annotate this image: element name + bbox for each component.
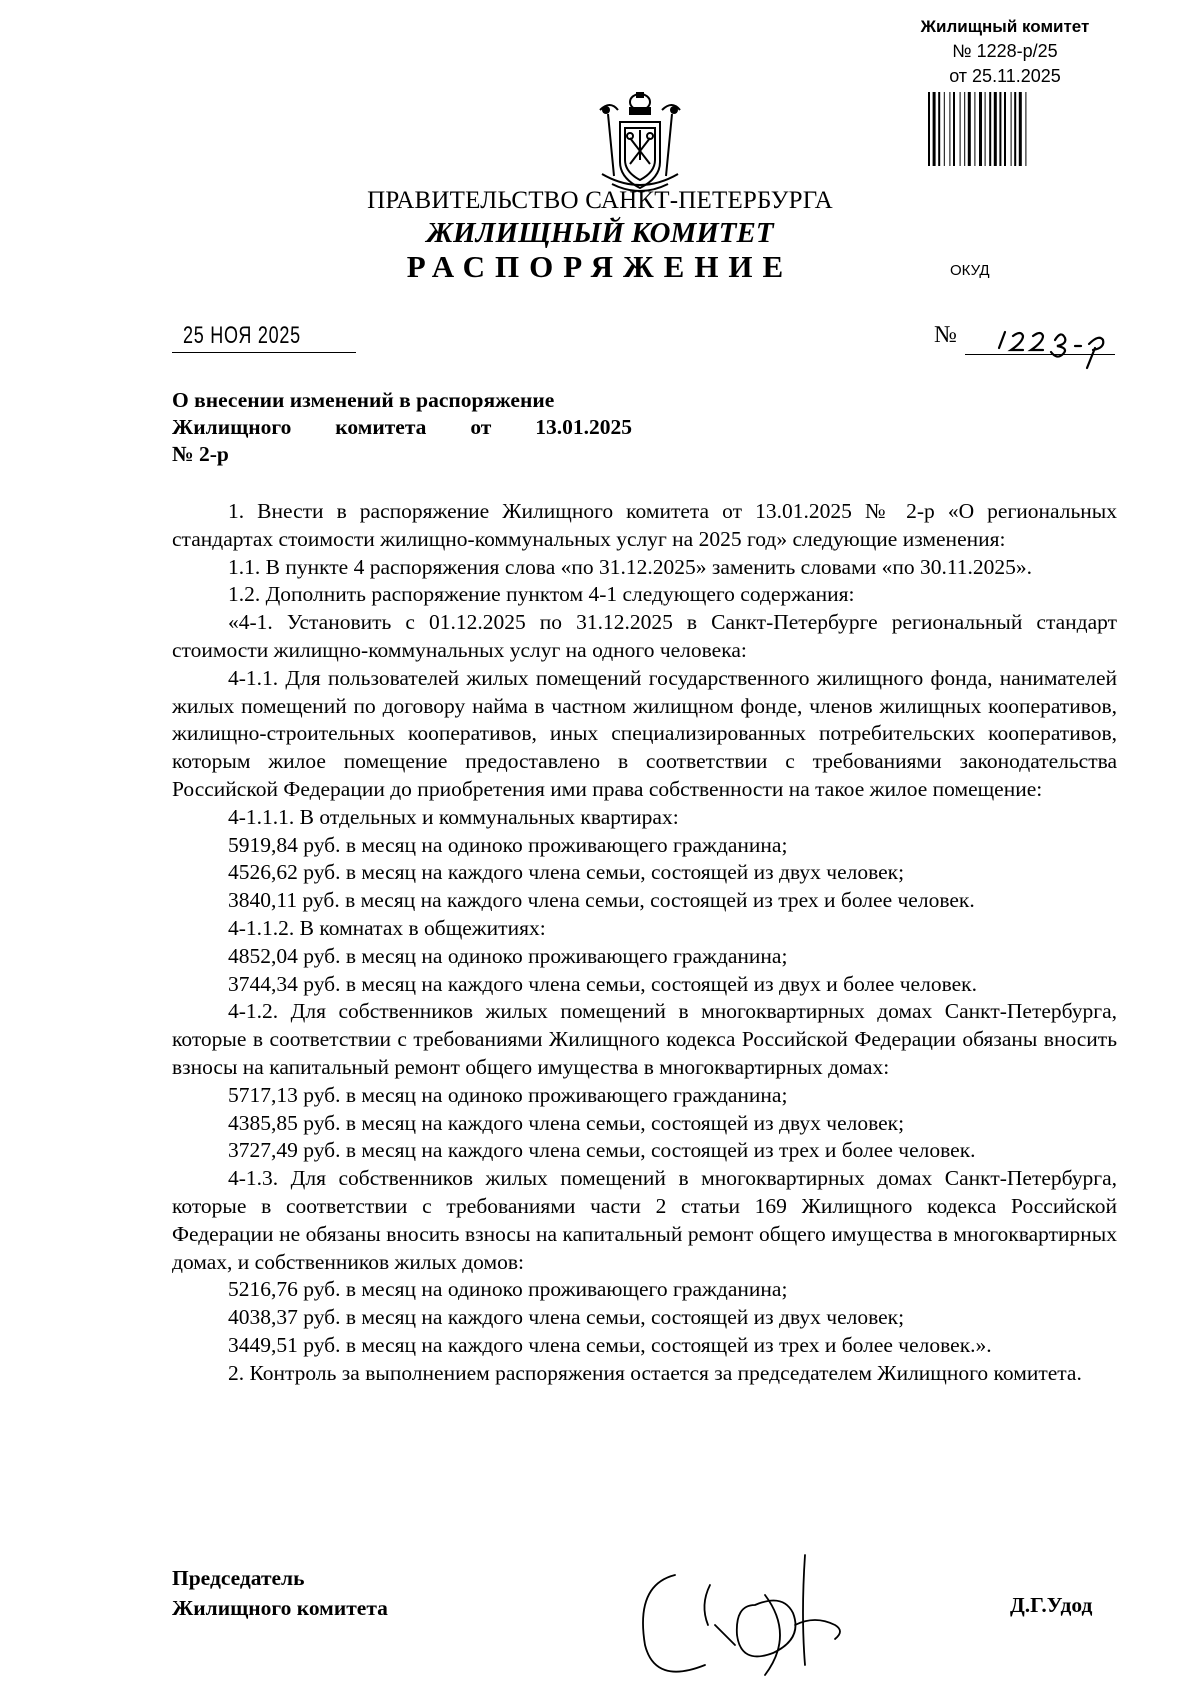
barcode-bar bbox=[964, 92, 965, 166]
stamp-date: от 25.11.2025 bbox=[949, 66, 1061, 86]
barcode-bar bbox=[933, 92, 936, 166]
date-underline bbox=[172, 352, 356, 353]
barcode bbox=[928, 92, 1080, 166]
barcode-bar bbox=[928, 92, 930, 166]
barcode-bar bbox=[944, 92, 945, 166]
signer-name: Д.Г.Удод bbox=[1010, 1593, 1093, 1617]
barcode-bar bbox=[968, 92, 971, 166]
subject-line: Жилищного комитета от 13.01.2025 bbox=[172, 415, 632, 439]
paragraph-item-4-1-1-1: 4-1.1.1. В отдельных и коммунальных квартирах: bbox=[228, 804, 679, 829]
rate-line: 5919,84 руб. в месяц на одиноко проживающего гражданина; bbox=[228, 832, 788, 857]
rate-line: 3840,11 руб. в месяц на каждого члена семьи, состоящей из трех и более человек. bbox=[228, 888, 975, 913]
barcode-bar bbox=[949, 92, 950, 166]
number-sign: № bbox=[934, 322, 957, 348]
stamp-org: Жилищный комитет bbox=[920, 17, 1090, 36]
barcode-bar bbox=[985, 92, 986, 166]
rate-line: 3744,34 руб. в месяц на каждого члена семьи, состоящей из двух и более человек. bbox=[228, 971, 977, 996]
subject-line: О внесении изменений в распоряжение bbox=[172, 388, 555, 412]
paragraph-item-4-1-3: 4-1.3. Для собственников жилых помещений в многоквартирных домах Санкт-Петербурга, которые в соответствии с требованиями части 2 статьи 169 Жилищного кодекса Российской Федерации не обязаны вносить взносы на капитальный ремонт общего имущества в многоквартирных домах, и собственников жилых домов: bbox=[172, 1166, 1117, 1274]
paragraph-item-4-1: «4-1. Установить с 01.12.2025 по 31.12.2025 в Санкт-Петербурге региональный стандарт стоимости жилищно-коммунальных услуг на одного человека: bbox=[172, 610, 1117, 662]
committee-title: ЖИЛИЩНЫЙ КОМИТЕТ bbox=[426, 217, 774, 249]
barcode-bar bbox=[999, 92, 1001, 166]
paragraph-item-4-1-1: 4-1.1. Для пользователей жилых помещений государственного жилищного фонда, нанимателей жилых помещений по договору найма в частном жилищном фонде, членов жилищных кооперативов, жилищно-строительных кооперативов, иных специализированных потребительских кооперативов, которым жилое помещение предоставлено в соответствии с требованиями законодательства Российской Федерации до приобретения ими права собственности на такое жилое помещение: bbox=[172, 665, 1117, 801]
paragraph-item-1-1: 1.1. В пункте 4 распоряжения слова «по 31.12.2025» заменить словами «по 30.11.2025». bbox=[228, 554, 1033, 579]
paragraph-item-4-1-1-2: 4-1.1.2. В комнатах в общежитиях: bbox=[228, 915, 546, 940]
signer-title-line: Жилищного комитета bbox=[172, 1596, 388, 1620]
paragraph-item-1-2: 1.2. Дополнить распоряжение пунктом 4-1 следующего содержания: bbox=[228, 582, 855, 607]
subject-line: № 2-р bbox=[172, 442, 229, 466]
document-type: РАСПОРЯЖЕНИЕ bbox=[406, 249, 794, 284]
rate-line: 5717,13 руб. в месяц на одиноко проживающего гражданина; bbox=[228, 1082, 788, 1107]
handwritten-number bbox=[985, 318, 1135, 370]
signer-title bbox=[172, 1563, 388, 1623]
rate-line: 4852,04 руб. в месяц на одиноко проживающего гражданина; bbox=[228, 943, 788, 968]
barcode-bar bbox=[1014, 92, 1016, 166]
barcode-bar bbox=[1004, 92, 1006, 166]
barcode-bar bbox=[979, 92, 982, 166]
barcode-bar bbox=[994, 92, 997, 166]
rate-line: 3449,51 руб. в месяц на каждого члена семьи, состоящей из трех и более человек.». bbox=[228, 1332, 992, 1357]
handwritten-signature bbox=[615, 1535, 855, 1685]
barcode-bar bbox=[938, 92, 940, 166]
rate-line: 4038,37 руб. в месяц на каждого члена семьи, состоящей из двух человек; bbox=[228, 1305, 905, 1330]
document-subject bbox=[172, 387, 632, 468]
barcode-bar bbox=[1025, 92, 1026, 166]
barcode-bar bbox=[960, 92, 961, 166]
barcode-bar bbox=[1019, 92, 1022, 166]
government-title: ПРАВИТЕЛЬСТВО САНКТ-ПЕТЕРБУРГА bbox=[367, 187, 833, 214]
rate-line: 4526,62 руб. в месяц на каждого члена семьи, состоящей из двух человек; bbox=[228, 860, 905, 885]
rate-line: 3727,49 руб. в месяц на каждого члена семьи, состоящей из трех и более человек. bbox=[228, 1138, 976, 1163]
barcode-bar bbox=[1011, 92, 1012, 166]
registration-stamp bbox=[895, 14, 1115, 89]
stamp-number: № 1228-р/25 bbox=[952, 41, 1058, 61]
rate-line: 4385,85 руб. в месяц на каждого члена семьи, состоящей из двух человек; bbox=[228, 1110, 905, 1135]
paragraph-item-4-1-2: 4-1.2. Для собственников жилых помещений в многоквартирных домах Санкт-Петербурга, которые в соответствии с требованиями Жилищного кодекса Российской Федерации обязаны вносить взносы на капитальный ремонт общего имущества в многоквартирных домах: bbox=[172, 999, 1117, 1079]
document-body bbox=[172, 498, 1117, 1388]
document-date: 25 НОЯ 2025 bbox=[183, 322, 301, 349]
rate-line: 5216,76 руб. в месяц на одиноко проживающего гражданина; bbox=[228, 1277, 788, 1302]
coat-of-arms-emblem bbox=[592, 88, 688, 200]
okud-label: ОКУД bbox=[950, 262, 990, 279]
paragraph-item-2: 2. Контроль за выполнением распоряжения остается за председателем Жилищного комитета. bbox=[228, 1360, 1082, 1385]
barcode-bar bbox=[974, 92, 975, 166]
barcode-bar bbox=[953, 92, 955, 166]
signer-title-line: Председатель bbox=[172, 1566, 305, 1590]
barcode-bar bbox=[989, 92, 991, 166]
paragraph-item-1: 1. Внести в распоряжение Жилищного комитета от 13.01.2025 № 2-р «О региональных стандартах стоимости жилищно-коммунальных услуг на 2025 год» следующие изменения: bbox=[172, 499, 1117, 551]
